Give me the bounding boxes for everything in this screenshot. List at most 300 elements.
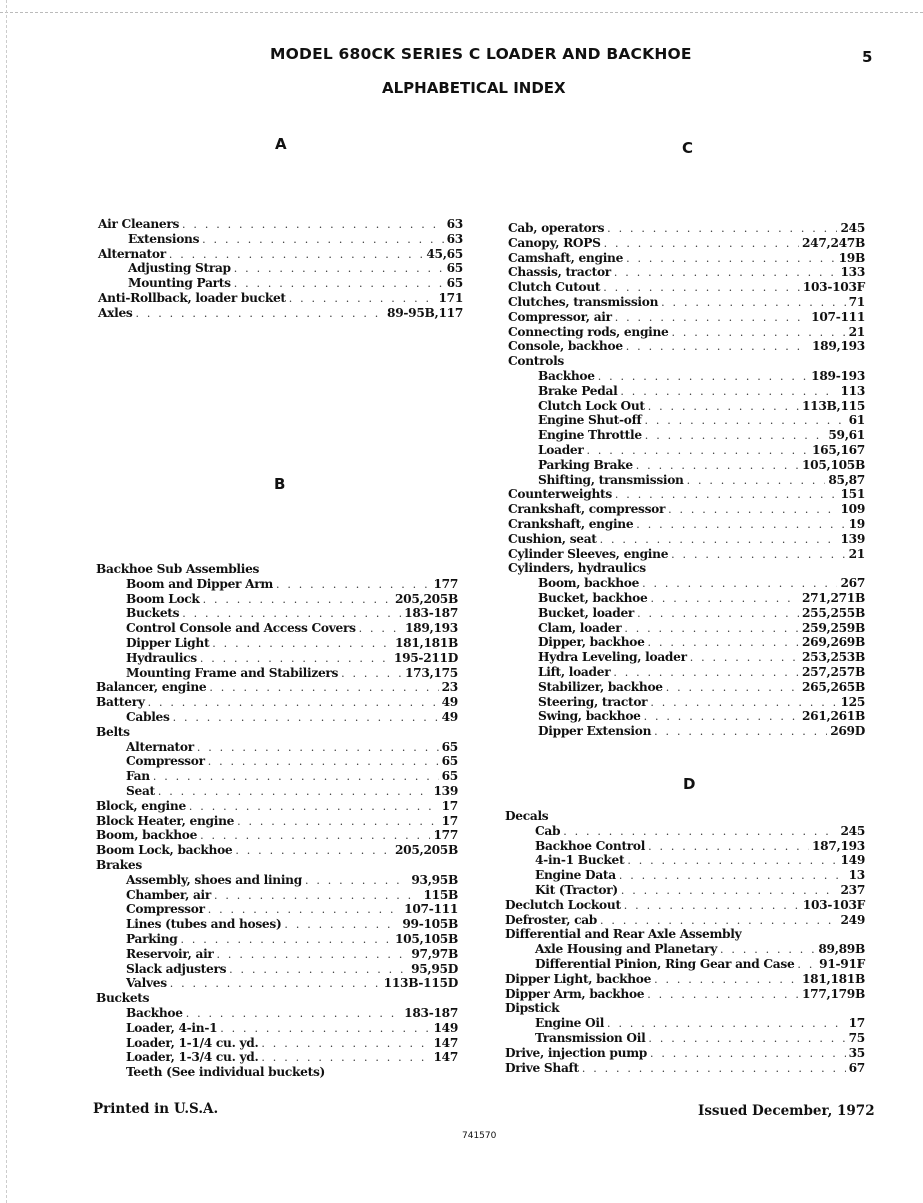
index-entry — [96, 606, 458, 621]
entry-page-ref: 103-103F — [802, 280, 865, 295]
index-entry — [505, 913, 865, 928]
entry-page-ref: 183-187 — [404, 606, 458, 621]
dot-leader — [720, 943, 815, 956]
entry-page-ref: 165,167 — [811, 442, 865, 457]
index-entry — [96, 932, 458, 947]
dot-leader — [203, 593, 392, 606]
index-entry — [508, 443, 865, 458]
index-entry — [508, 606, 865, 621]
index-entry — [98, 291, 463, 306]
index-entry — [508, 502, 865, 517]
index-entry — [508, 428, 865, 443]
entry-label: Dipper Arm, backhoe — [505, 986, 645, 1001]
dot-leader — [648, 400, 799, 413]
entry-label: Adjusting Strap — [128, 261, 231, 276]
entry-page-ref: 139 — [433, 783, 458, 798]
dot-leader — [690, 651, 799, 664]
dot-leader — [615, 311, 808, 324]
page-number: 5 — [862, 48, 873, 66]
section-letter-d: D — [683, 775, 696, 793]
dot-leader — [650, 592, 799, 605]
index-entry — [508, 369, 865, 384]
entry-label: Lines (tubes and hoses) — [126, 917, 282, 932]
entry-page-ref: 187,193 — [811, 838, 865, 853]
entry-label: Declutch Lockout — [505, 897, 621, 912]
index-entry — [508, 339, 865, 354]
entry-page-ref: 17 — [848, 1016, 865, 1031]
entry-label: Belts — [96, 724, 130, 739]
dot-leader — [645, 414, 846, 427]
entry-label: Canopy, ROPS — [508, 235, 601, 250]
entry-page-ref: 21 — [848, 546, 865, 561]
entry-page-ref: 271,271B — [801, 590, 865, 605]
entry-page-ref: 189-193 — [811, 368, 865, 383]
dot-leader — [170, 977, 381, 990]
entry-page-ref: 61 — [848, 413, 865, 428]
entry-page-ref: 45,65 — [426, 246, 463, 261]
dot-leader — [645, 429, 826, 442]
index-section-a — [98, 217, 463, 321]
dot-leader — [158, 785, 431, 798]
dot-leader — [237, 815, 439, 828]
entry-page-ref: 269D — [830, 724, 865, 739]
dot-leader — [607, 1017, 846, 1030]
index-entry — [508, 221, 865, 236]
index-entry — [96, 740, 458, 755]
entry-page-ref: 139 — [840, 531, 865, 546]
entry-label: Hydraulics — [126, 650, 197, 665]
index-entry — [98, 232, 463, 247]
entry-label: Connecting rods, engine — [508, 324, 669, 339]
entry-label: Fan — [126, 769, 150, 784]
index-entry — [96, 962, 458, 977]
index-entry — [98, 247, 463, 262]
entry-page-ref: 181,181B — [801, 971, 865, 986]
dot-leader — [135, 307, 384, 320]
entry-label: Boom Lock, backhoe — [96, 843, 233, 858]
entry-label: Stabilizer, backhoe — [538, 679, 663, 694]
entry-page-ref: 93,95B — [411, 872, 458, 887]
index-entry — [96, 976, 458, 991]
entry-label: Backhoe Control — [535, 838, 646, 853]
index-entry — [96, 1065, 458, 1080]
dot-leader — [181, 933, 392, 946]
entry-page-ref: 17 — [441, 798, 458, 813]
entry-page-ref: 75 — [848, 1030, 865, 1045]
index-entry — [505, 1016, 865, 1031]
index-entry — [98, 261, 463, 276]
index-entry — [505, 853, 865, 868]
entry-label: Bucket, loader — [538, 605, 635, 620]
entry-page-ref: 109 — [840, 502, 865, 517]
index-entry — [96, 621, 458, 636]
entry-page-ref: 125 — [840, 694, 865, 709]
entry-label: Cylinder Sleeves, engine — [508, 546, 669, 561]
index-entry — [98, 276, 463, 291]
entry-page-ref: 105,105B — [801, 457, 865, 472]
index-entry — [96, 562, 458, 577]
entry-label: Buckets — [96, 991, 150, 1006]
entry-page-ref: 177 — [433, 828, 458, 843]
index-entry — [505, 1046, 865, 1061]
dot-leader — [153, 770, 439, 783]
entry-label: Axle Housing and Planetary — [535, 942, 718, 957]
dot-leader — [648, 1032, 845, 1045]
index-section-d — [505, 809, 865, 1075]
entry-label: Decals — [505, 809, 549, 823]
entry-label: Brake Pedal — [538, 383, 618, 398]
dot-leader — [615, 488, 838, 501]
dot-leader — [261, 1037, 430, 1050]
index-entry — [505, 942, 865, 957]
index-entry — [96, 680, 458, 695]
index-entry — [96, 710, 458, 725]
entry-page-ref: 173,175 — [404, 665, 458, 680]
section-letter-c: C — [682, 139, 694, 157]
index-entry — [505, 898, 865, 913]
dot-leader — [208, 903, 401, 916]
entry-label: Loader, 1-3/4 cu. yd. — [126, 1050, 259, 1065]
dot-leader — [148, 696, 439, 709]
entry-label: Axles — [98, 305, 133, 320]
section-letter-a: A — [275, 135, 287, 153]
form-number: 741570 — [462, 1131, 497, 1141]
entry-label: Cables — [126, 709, 170, 724]
index-entry — [508, 325, 865, 340]
index-section-b — [96, 562, 458, 1080]
dot-leader — [587, 444, 809, 457]
entry-label: Block, engine — [96, 798, 186, 813]
dot-leader — [217, 948, 409, 961]
entry-page-ref: 183-187 — [404, 1005, 458, 1020]
entry-label: Alternator — [98, 246, 166, 261]
entry-page-ref: 65 — [441, 769, 458, 784]
dot-leader — [341, 667, 402, 680]
entry-page-ref: 97,97B — [411, 946, 458, 961]
index-entry — [96, 814, 458, 829]
dot-leader — [637, 607, 799, 620]
entry-page-ref: 63 — [446, 231, 463, 246]
entry-page-ref: 177,179B — [801, 986, 865, 1001]
dot-leader — [668, 503, 837, 516]
entry-page-ref: 89,89B — [818, 942, 865, 957]
entry-label: Crankshaft, engine — [508, 516, 634, 531]
index-entry — [508, 413, 865, 428]
entry-label: Cylinders, hydraulics — [508, 561, 646, 576]
entry-page-ref: 107-111 — [811, 309, 865, 324]
index-entry — [508, 487, 865, 502]
entry-label: Seat — [126, 783, 155, 798]
entry-page-ref: 49 — [441, 709, 458, 724]
dot-leader — [276, 578, 430, 591]
index-entry — [508, 458, 865, 473]
entry-label: Engine Shut-off — [538, 413, 642, 428]
entry-label: Camshaft, engine — [508, 250, 624, 265]
index-entry — [505, 957, 865, 972]
entry-page-ref: 195-211D — [393, 650, 458, 665]
entry-label: Engine Throttle — [538, 428, 642, 443]
entry-page-ref: 249 — [840, 912, 865, 927]
index-entry — [508, 280, 865, 295]
dot-leader — [229, 963, 408, 976]
index-entry — [96, 947, 458, 962]
dot-leader — [650, 1047, 846, 1060]
entry-label: Loader — [538, 442, 584, 457]
dot-leader — [626, 340, 809, 353]
index-entry — [96, 1006, 458, 1021]
entry-page-ref: 149 — [840, 853, 865, 868]
entry-label: Parking — [126, 931, 178, 946]
index-entry — [96, 888, 458, 903]
entry-label: Valves — [126, 976, 167, 991]
issued-date: Issued December, 1972 — [698, 1103, 875, 1119]
index-entry — [96, 873, 458, 888]
entry-label: Parking Brake — [538, 457, 633, 472]
entry-page-ref: 147 — [433, 1035, 458, 1050]
dot-leader — [212, 637, 392, 650]
dot-leader — [603, 281, 800, 294]
entry-page-ref: 259,259B — [801, 620, 865, 635]
entry-page-ref: 181,181B — [394, 635, 458, 650]
entry-label: Boom Lock — [126, 591, 200, 606]
entry-page-ref: 59,61 — [828, 428, 865, 443]
index-entry — [508, 310, 865, 325]
entry-page-ref: 49 — [441, 695, 458, 710]
index-entry — [96, 902, 458, 917]
index-entry — [508, 621, 865, 636]
dot-leader — [220, 1022, 430, 1035]
entry-label: Block Heater, engine — [96, 813, 235, 828]
dot-leader — [200, 829, 430, 842]
entry-page-ref: 205,205B — [394, 843, 458, 858]
index-entry — [96, 695, 458, 710]
index-entry — [96, 991, 458, 1006]
index-entry — [96, 858, 458, 873]
index-entry — [508, 724, 865, 739]
entry-label: Cushion, seat — [508, 531, 597, 546]
entry-page-ref: 115B — [423, 887, 458, 902]
entry-page-ref: 71 — [848, 294, 865, 309]
document-title: MODEL 680CK SERIES C LOADER AND BACKHOE — [270, 45, 692, 63]
entry-page-ref: 35 — [848, 1045, 865, 1060]
entry-page-ref: 19 — [848, 516, 865, 531]
entry-label: Controls — [508, 354, 564, 369]
dot-leader — [234, 277, 444, 290]
entry-page-ref: 113B-115D — [383, 976, 458, 991]
dot-leader — [661, 296, 845, 309]
entry-page-ref: 189,193 — [404, 621, 458, 636]
entry-label: Battery — [96, 695, 145, 710]
entry-label: Compressor — [126, 754, 205, 769]
entry-label: Anti-Rollback, loader bucket — [98, 290, 286, 305]
dot-leader — [619, 869, 846, 882]
index-entry — [508, 295, 865, 310]
index-entry — [505, 839, 865, 854]
entry-page-ref: 269,269B — [801, 635, 865, 650]
dot-leader — [672, 326, 846, 339]
entry-label: Clam, loader — [538, 620, 622, 635]
dot-leader — [627, 854, 837, 867]
index-entry — [508, 665, 865, 680]
entry-page-ref: 151 — [840, 487, 865, 502]
dot-leader — [648, 636, 799, 649]
dot-leader — [208, 755, 439, 768]
entry-page-ref: 63 — [446, 217, 463, 231]
dot-leader — [197, 741, 439, 754]
dot-leader — [289, 292, 436, 305]
index-entry — [96, 917, 458, 932]
entry-label: Assembly, shoes and lining — [126, 872, 302, 887]
dot-leader — [636, 518, 845, 531]
dot-leader — [613, 666, 799, 679]
dot-leader — [173, 711, 439, 724]
entry-label: Air Cleaners — [98, 217, 180, 231]
dot-leader — [582, 1062, 846, 1075]
entry-page-ref: 89-95B,117 — [387, 305, 463, 320]
dot-leader — [648, 840, 809, 853]
dot-leader — [189, 800, 439, 813]
entry-label: Shifting, transmission — [538, 472, 684, 487]
dot-leader — [604, 237, 799, 250]
entry-label: Steering, tractor — [538, 694, 648, 709]
index-entry — [96, 769, 458, 784]
dot-leader — [621, 884, 838, 897]
entry-label: Chamber, air — [126, 887, 211, 902]
entry-label: Compressor — [126, 902, 205, 917]
index-entry — [508, 236, 865, 251]
entry-label: Counterweights — [508, 487, 612, 502]
dot-leader — [607, 222, 837, 235]
index-entry — [508, 591, 865, 606]
entry-page-ref: 147 — [433, 1050, 458, 1065]
entry-label: Boom, backhoe — [96, 828, 198, 843]
entry-page-ref: 99-105B — [402, 917, 458, 932]
entry-label: Transmission Oil — [535, 1030, 646, 1045]
section-letter-b: B — [274, 475, 286, 493]
dot-leader — [644, 710, 799, 723]
entry-label: Backhoe — [538, 368, 595, 383]
entry-label: Loader, 4-in-1 — [126, 1020, 218, 1035]
entry-label: Swing, backhoe — [538, 709, 641, 724]
entry-page-ref: 19B — [838, 250, 865, 265]
entry-page-ref: 189,193 — [811, 339, 865, 354]
index-entry — [96, 636, 458, 651]
entry-page-ref: 23 — [441, 680, 458, 695]
index-entry — [96, 1036, 458, 1051]
entry-page-ref: 177 — [433, 576, 458, 591]
index-entry — [508, 265, 865, 280]
entry-label: Chassis, tractor — [508, 265, 611, 280]
entry-page-ref: 65 — [441, 754, 458, 769]
dot-leader — [284, 918, 399, 931]
entry-page-ref: 265,265B — [801, 679, 865, 694]
dot-leader — [234, 262, 444, 275]
dot-leader — [186, 1007, 401, 1020]
index-entry — [505, 1031, 865, 1046]
entry-page-ref: 65 — [446, 261, 463, 276]
entry-page-ref: 13 — [848, 868, 865, 883]
dot-leader — [261, 1051, 430, 1064]
index-entry — [505, 1061, 865, 1076]
entry-page-ref: 133 — [840, 265, 865, 280]
dot-leader — [169, 248, 424, 261]
dot-leader — [624, 622, 799, 635]
dot-leader — [600, 533, 838, 546]
dot-leader — [642, 577, 837, 590]
entry-label: Compressor, air — [508, 309, 612, 324]
entry-label: Buckets — [126, 606, 180, 621]
entry-page-ref: 205,205B — [394, 591, 458, 606]
dot-leader — [636, 459, 799, 472]
index-entry — [508, 547, 865, 562]
index-entry — [505, 809, 865, 824]
index-entry — [505, 987, 865, 1002]
entry-label: Dipper, backhoe — [538, 635, 645, 650]
entry-label: Defroster, cab — [505, 912, 598, 927]
entry-page-ref: 113B,115 — [801, 398, 865, 413]
dot-leader — [654, 725, 827, 738]
index-entry — [505, 1001, 865, 1016]
dot-leader — [209, 681, 438, 694]
entry-label: Reservoir, air — [126, 946, 214, 961]
entry-page-ref: 95,95D — [411, 961, 458, 976]
entry-label: Console, backhoe — [508, 339, 623, 354]
entry-page-ref: 245 — [840, 221, 865, 235]
entry-page-ref: 21 — [848, 324, 865, 339]
index-entry — [508, 635, 865, 650]
entry-label: Crankshaft, compressor — [508, 502, 666, 517]
dot-leader — [624, 899, 800, 912]
entry-label: Slack adjusters — [126, 961, 227, 976]
index-entry — [98, 217, 463, 232]
index-entry — [508, 354, 865, 369]
entry-page-ref: 91-91F — [819, 956, 865, 971]
index-entry — [508, 251, 865, 266]
dot-leader — [598, 370, 808, 383]
entry-label: Mounting Frame and Stabilizers — [126, 665, 339, 680]
entry-label: Lift, loader — [538, 664, 611, 679]
entry-page-ref: 267 — [840, 576, 865, 591]
entry-label: Bucket, backhoe — [538, 590, 648, 605]
entry-label: Dipper Light — [126, 635, 210, 650]
entry-page-ref: 107-111 — [404, 902, 458, 917]
entry-page-ref: 103-103F — [802, 897, 865, 912]
dot-leader — [647, 988, 799, 1001]
dot-leader — [614, 266, 838, 279]
entry-label: Boom, backhoe — [538, 576, 640, 591]
entry-page-ref: 261,261B — [801, 709, 865, 724]
dot-leader — [626, 252, 836, 265]
index-entry — [96, 592, 458, 607]
index-entry — [96, 1050, 458, 1065]
entry-label: Alternator — [126, 739, 194, 754]
index-entry — [505, 972, 865, 987]
scan-edge-line — [6, 0, 7, 1203]
index-entry — [508, 680, 865, 695]
entry-page-ref: 85,87 — [828, 472, 865, 487]
entry-page-ref: 113 — [840, 383, 865, 398]
index-entry — [96, 651, 458, 666]
index-entry — [96, 754, 458, 769]
index-entry — [96, 784, 458, 799]
entry-page-ref: 105,105B — [394, 931, 458, 946]
entry-label: Engine Oil — [535, 1016, 605, 1031]
entry-label: Extensions — [128, 231, 200, 246]
scan-edge-line — [0, 12, 923, 13]
entry-label: 4-in-1 Bucket — [535, 853, 625, 868]
dot-leader — [600, 914, 837, 927]
entry-label: Loader, 1-1/4 cu. yd. — [126, 1035, 259, 1050]
